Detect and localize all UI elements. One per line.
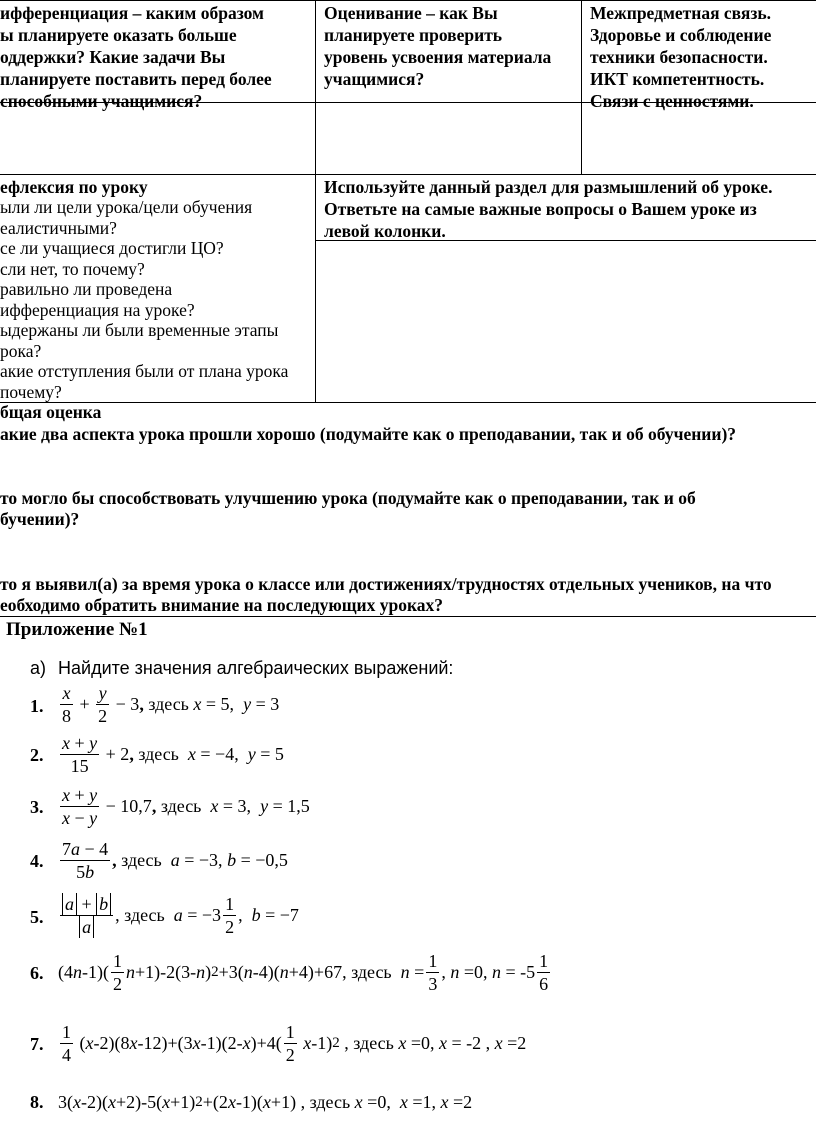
appendix-title: Приложение №1 bbox=[6, 619, 148, 640]
assessment-question-2-line2: бучении)? bbox=[0, 509, 80, 529]
reflection-title: ефлексия по уроку bbox=[0, 177, 148, 197]
expression-6: (4 n -1)( $\frac{1}{2}$ n +1)-2(3- n ) 2 +3( n -4)( n +4)+67, здесь n = $\frac{1}{3}$ , n =0, n = -5 $\frac{1}{6}$ bbox=[58, 951, 549, 994]
item-number-3: 3. bbox=[30, 797, 44, 817]
cross-curricular-header: Межпредметная связь. Здоровье и соблюдение техники безопасности. ИКТ компетентность. Связи с ценностями. bbox=[590, 3, 772, 111]
expression-7: $\frac{1}{4}$ ( x -2)(8 x -12)+(3 x -1)(2- x )+4( $\frac{1}{2}$ x -1) 2 , здесь x =0, x = -2 , x =2 bbox=[62, 1022, 527, 1065]
assessment-question-2-line1: то могло бы способствовать улучшению урока (подумайте как о преподавании, так и об bbox=[0, 488, 696, 508]
item-number-5: 5. bbox=[30, 907, 44, 927]
table-col-divider-2 bbox=[581, 0, 582, 174]
expression-4: $\frac{7a - 4}{5b}$ , здесь a = −3, b = −0,5 bbox=[62, 839, 288, 882]
task-text: Найдите значения алгебраических выражений: bbox=[58, 658, 454, 678]
table-divider-bottom-section bbox=[0, 616, 816, 617]
assessment-question-1: акие два аспекта урока прошли хорошо (подумайте как о преподавании, так и об обучении)? bbox=[0, 424, 737, 444]
expression-2: $\frac{x + y}{15}$ + 2 , здесь x = −4, y = 5 bbox=[62, 733, 284, 776]
item-number-1: 1. bbox=[30, 696, 44, 716]
table-border-bottom bbox=[0, 402, 816, 403]
assessment-header: Оценивание – как Вы планируете проверить уровень усвоения материала учащимися? bbox=[324, 3, 552, 89]
overall-assessment-title: бщая оценка bbox=[0, 402, 102, 422]
expression-3: $\frac{x + y}{x - y}$ − 10,7 , здесь x = 3, y = 1,5 bbox=[62, 785, 310, 828]
item-number-7: 7. bbox=[30, 1034, 44, 1054]
table-border-top bbox=[0, 0, 816, 1]
reflection-questions: ыли ли цели урока/цели обучения еалистичными? се ли учащиеся достигли ЦО? сли нет, то почему? равильно ли проведена ифференциация на уроке? ыдержаны ли были временные этапы рока? акие отступления были от плана урока почему? bbox=[0, 197, 289, 402]
item-number-8: 8. bbox=[30, 1092, 44, 1112]
assessment-question-3-line2: еобходимо обратить внимание на последующих уроках? bbox=[0, 595, 444, 615]
item-number-4: 4. bbox=[30, 851, 44, 871]
task-label: а) bbox=[30, 658, 47, 678]
differentiation-header: ифференциация – каким образом ы планируете оказать больше оддержки? Какие задачи Вы планируете поставить перед более способными учащимися? bbox=[0, 3, 272, 111]
assessment-question-3-line1: то я выявил(а) за время урока о классе или достижениях/трудностях отдельных учеников, на что bbox=[0, 574, 772, 594]
item-number-2: 2. bbox=[30, 745, 44, 765]
table-divider-row2 bbox=[0, 174, 816, 175]
item-number-6: 6. bbox=[30, 963, 44, 983]
expression-1: $\frac{x}{8}$ + $\frac{y}{2}$ − 3 , здесь x = 5, y = 3 bbox=[62, 683, 280, 726]
expression-5: $\frac{a + b}{a}$ , здесь a = −3 $\frac{1}{2}$ , b = −7 bbox=[58, 893, 299, 938]
expression-8: 3( x -2)( x +2)-5( x +1) 2 +(2 x -1)( x +1) , здесь x =0, x =1, x =2 bbox=[58, 1092, 473, 1112]
table-col-divider-1 bbox=[315, 0, 316, 402]
reflection-hint: Используйте данный раздел для размышлений об уроке. Ответьте на самые важные вопросы о Вашем уроке из левой колонки. bbox=[324, 177, 773, 241]
